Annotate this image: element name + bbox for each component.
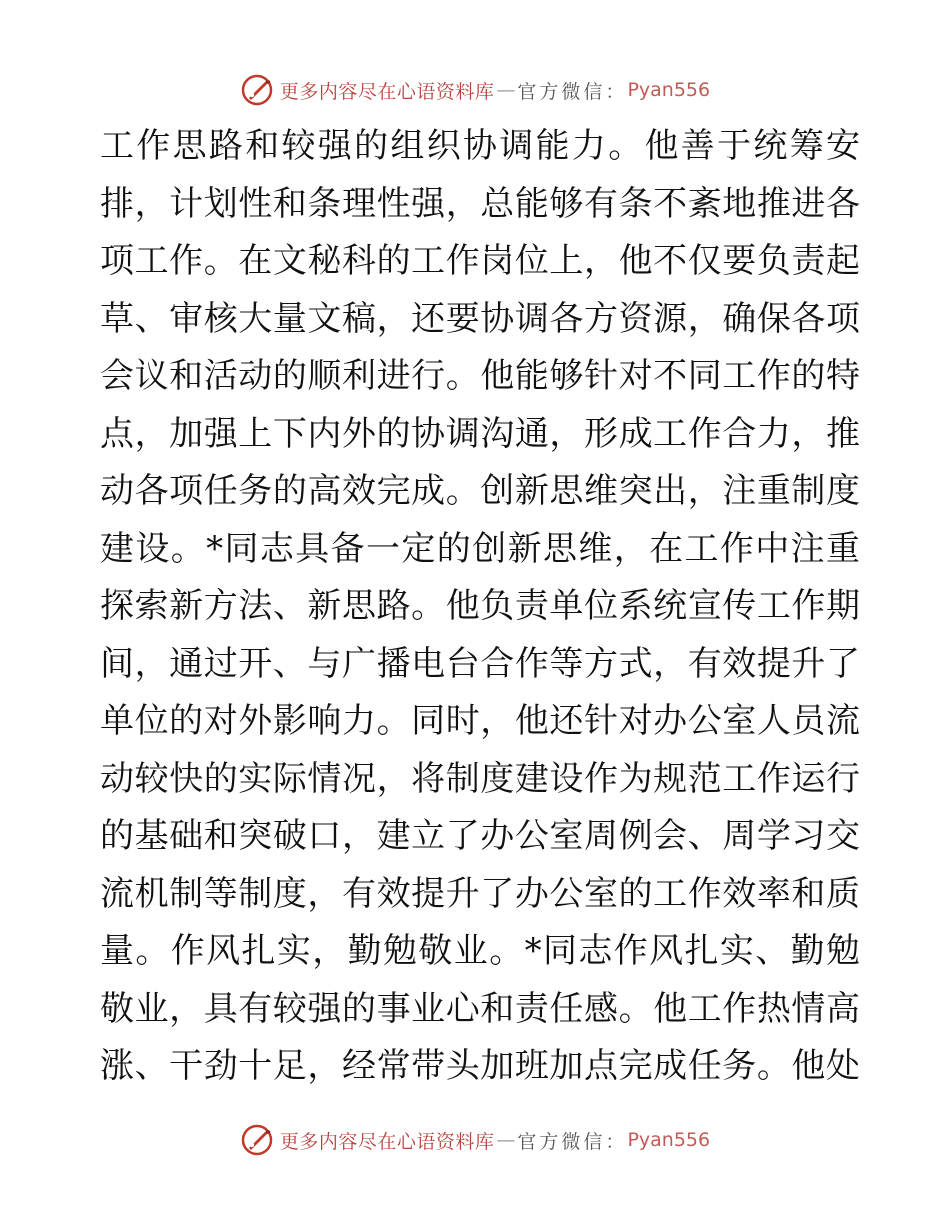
paragraph-line: 涨、干劲十足，经常带头加班加点完成任务。他处 [100, 1046, 860, 1086]
watermark-site-text: 更多内容尽在心语资料库 [279, 80, 495, 103]
watermark-dash: — [496, 1129, 516, 1151]
paragraph-line: 间，通过开、与广播电台合作等方式，有效提升了 [100, 643, 860, 684]
paragraph-line: 点，加强上下内外的协调沟通，形成工作合力，推 [100, 413, 860, 454]
header-watermark [0, 70, 950, 110]
paragraph-line: 建设。*同志具备一定的创新思维，在工作中注重 [100, 528, 860, 569]
watermark-account: Pyan556 [627, 1129, 711, 1151]
paragraph-line: 会议和活动的顺利进行。他能够针对不同工作的特 [100, 356, 860, 396]
footer-watermark [0, 1120, 950, 1160]
quill-logo-icon [240, 73, 274, 107]
document-body [100, 118, 860, 1096]
paragraph-line: 动各项任务的高效完成。创新思维突出，注重制度 [100, 471, 860, 511]
watermark-account: Pyan556 [627, 79, 711, 101]
watermark-label: 官方微信： [517, 1130, 628, 1153]
paragraph-line: 量。作风扎实，勤勉敬业。*同志作风扎实、勤勉 [100, 931, 860, 971]
paragraph-line: 单位的对外影响力。同时，他还针对办公室人员流 [100, 701, 860, 741]
paragraph-line: 项工作。在文秘科的工作岗位上，他不仅要负责起 [100, 241, 860, 281]
paragraph-line: 探索新方法、新思路。他负责单位系统宣传工作期 [100, 586, 860, 626]
paragraph-line: 草、审核大量文稿，还要协调各方资源，确保各项 [100, 298, 860, 339]
paragraph-line: 流机制等制度，有效提升了办公室的工作效率和质 [100, 873, 860, 914]
paragraph-line: 动较快的实际情况，将制度建设作为规范工作运行 [100, 758, 860, 799]
paragraph-line: 的基础和突破口，建立了办公室周例会、周学习交 [100, 816, 860, 856]
quill-logo-icon [240, 1123, 274, 1157]
watermark-dash: — [496, 79, 516, 101]
watermark-label: 官方微信： [517, 80, 628, 103]
paragraph-line: 工作思路和较强的组织协调能力。他善于统筹安 [100, 126, 860, 166]
watermark-site-text: 更多内容尽在心语资料库 [279, 1130, 495, 1153]
paragraph-line: 排，计划性和条理性强，总能够有条不紊地推进各 [100, 183, 860, 224]
paragraph-line: 敬业，具有较强的事业心和责任感。他工作热情高 [100, 988, 860, 1029]
